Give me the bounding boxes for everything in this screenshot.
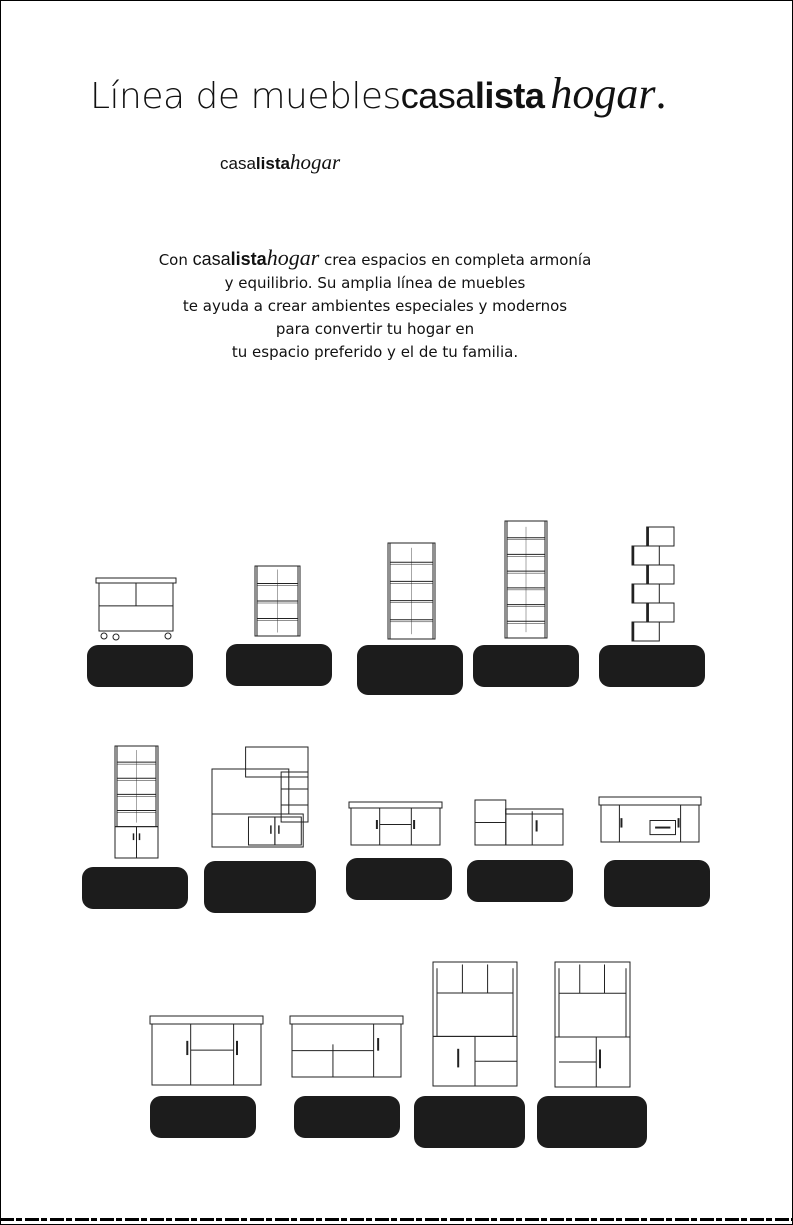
- product-item[interactable]: [150, 1016, 263, 1087]
- tv-stand-illustration: [349, 802, 442, 847]
- intro-line-3: te ayuda a crear ambientes especiales y modernos: [182, 297, 568, 315]
- product-item[interactable]: [505, 521, 547, 638]
- tv-stand-step-illustration: [475, 800, 563, 845]
- product-label-pill[interactable]: [604, 860, 710, 907]
- tv-center-illustration: [212, 747, 308, 847]
- product-item[interactable]: [115, 746, 158, 858]
- logo-lista: lista: [255, 154, 290, 173]
- product-item[interactable]: [290, 1016, 403, 1079]
- product-item[interactable]: [475, 800, 563, 845]
- intro-lista: lista: [230, 249, 267, 269]
- product-label-pill[interactable]: [599, 645, 705, 687]
- product-label-pill[interactable]: [82, 867, 188, 909]
- product-label-pill[interactable]: [414, 1096, 525, 1148]
- credenza-illustration: [150, 1016, 263, 1087]
- shelf-cabinet-illustration: [115, 746, 158, 858]
- shelf-medium-illustration: [388, 543, 435, 639]
- shelf-small-illustration: [255, 566, 300, 636]
- product-item[interactable]: [433, 962, 517, 1086]
- product-label-pill[interactable]: [294, 1096, 400, 1138]
- brand-hogar: hogar: [550, 69, 656, 118]
- cart-illustration: [96, 578, 176, 640]
- product-label-pill[interactable]: [226, 644, 332, 686]
- intro-before: Con: [158, 251, 193, 269]
- product-item[interactable]: [212, 747, 308, 847]
- intro-line-4: para convertir tu hogar en: [275, 320, 475, 338]
- intro-line-2: y equilibrio. Su amplia línea de muebles: [224, 274, 526, 292]
- title-prefix: Línea de muebles: [90, 76, 401, 117]
- bottom-border: [0, 1218, 793, 1221]
- product-item[interactable]: [349, 802, 442, 847]
- title-suffix: .: [655, 69, 667, 118]
- credenza-open-illustration: [290, 1016, 403, 1079]
- product-label-pill[interactable]: [87, 645, 193, 687]
- product-label-pill[interactable]: [357, 645, 463, 695]
- product-label-pill[interactable]: [204, 861, 316, 913]
- product-label-pill[interactable]: [150, 1096, 256, 1138]
- logo-hogar: hogar: [289, 150, 341, 174]
- intro-hogar: hogar: [266, 245, 320, 270]
- intro-line-1: [120, 246, 630, 272]
- shelf-tall-illustration: [505, 521, 547, 638]
- product-item[interactable]: [96, 578, 176, 640]
- intro-paragraph: [120, 246, 630, 364]
- tv-stand-drawer-illustration: [599, 797, 701, 844]
- intro-casa: casa: [192, 249, 231, 269]
- product-item[interactable]: [388, 543, 435, 639]
- shelf-zigzag-illustration: [632, 527, 674, 641]
- page-title: [90, 68, 666, 119]
- product-label-pill[interactable]: [537, 1096, 647, 1148]
- brand-lista: lista: [474, 75, 545, 116]
- intro-line-5: tu espacio preferido y el de tu familia.: [231, 343, 519, 361]
- product-label-pill[interactable]: [467, 860, 573, 902]
- hutch-cabinet-illustration: [433, 962, 517, 1086]
- product-label-pill[interactable]: [473, 645, 579, 687]
- product-item[interactable]: [555, 962, 630, 1087]
- product-item[interactable]: [632, 527, 674, 641]
- brand-logo-small: [220, 150, 340, 175]
- product-item[interactable]: [599, 797, 701, 844]
- brand-casa: casa: [400, 75, 475, 116]
- product-label-pill[interactable]: [346, 858, 452, 900]
- logo-casa: casa: [220, 154, 256, 173]
- hutch-cabinet-open-illustration: [555, 962, 630, 1087]
- product-item[interactable]: [255, 566, 300, 636]
- intro-after: crea espacios en completa armonía: [319, 251, 592, 269]
